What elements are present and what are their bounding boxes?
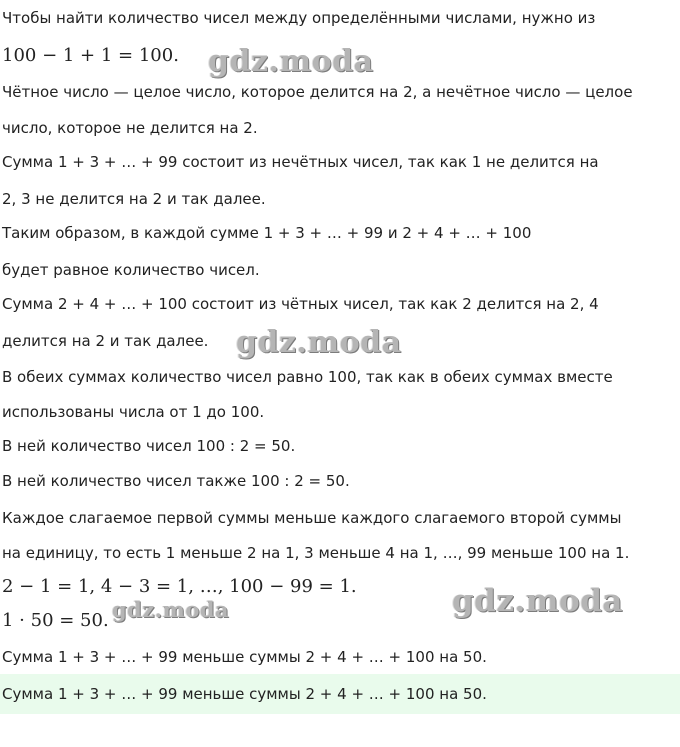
text-line: Чётное число — целое число, которое делится на 2, а нечётное число — целое	[2, 83, 633, 101]
watermark: gdz.moda	[208, 44, 374, 79]
text-line: В ней количество чисел 100 : 2 = 50.	[2, 437, 296, 455]
text-line: будет равное количество чисел.	[2, 261, 260, 279]
answer-line: Сумма 1 + 3 + … + 99 меньше суммы 2 + 4 + … + 100 на 50.	[2, 685, 487, 703]
watermark: gdz.moda	[112, 597, 230, 622]
text-line: В ней количество чисел также 100 : 2 = 50.	[2, 472, 350, 490]
text-line: 2, 3 не делится на 2 и так далее.	[2, 190, 266, 208]
text-line: использованы числа от 1 до 100.	[2, 403, 265, 421]
text-line: делится на 2 и так далее.	[2, 332, 209, 350]
watermark: gdz.moda	[452, 583, 623, 619]
watermark: gdz.moda	[236, 325, 402, 360]
math-line: 2 − 1 = 1, 4 − 3 = 1, …, 100 − 99 = 1.	[2, 576, 357, 597]
text-line: Таким образом, в каждой сумме 1 + 3 + … + 99 и 2 + 4 + … + 100	[2, 224, 532, 242]
text-line: число, которое не делится на 2.	[2, 119, 258, 137]
math-line: 1 · 50 = 50.	[2, 610, 109, 631]
text-line: на единицу, то есть 1 меньше 2 на 1, 3 меньше 4 на 1, …, 99 меньше 100 на 1.	[2, 544, 630, 562]
text-line: Сумма 1 + 3 + … + 99 меньше суммы 2 + 4 + … + 100 на 50.	[2, 648, 487, 666]
text-line: Сумма 2 + 4 + … + 100 состоит из чётных чисел, так как 2 делится на 2, 4	[2, 295, 599, 313]
text-line: Сумма 1 + 3 + … + 99 состоит из нечётных чисел, так как 1 не делится на	[2, 153, 599, 171]
text-line: В обеих суммах количество чисел равно 100, так как в обеих суммах вместе	[2, 368, 613, 386]
text-line: Чтобы найти количество чисел между определёнными числами, нужно из	[2, 9, 596, 27]
text-line: Каждое слагаемое первой суммы меньше каждого слагаемого второй суммы	[2, 509, 622, 527]
math-line: 100 − 1 + 1 = 100.	[2, 45, 179, 66]
